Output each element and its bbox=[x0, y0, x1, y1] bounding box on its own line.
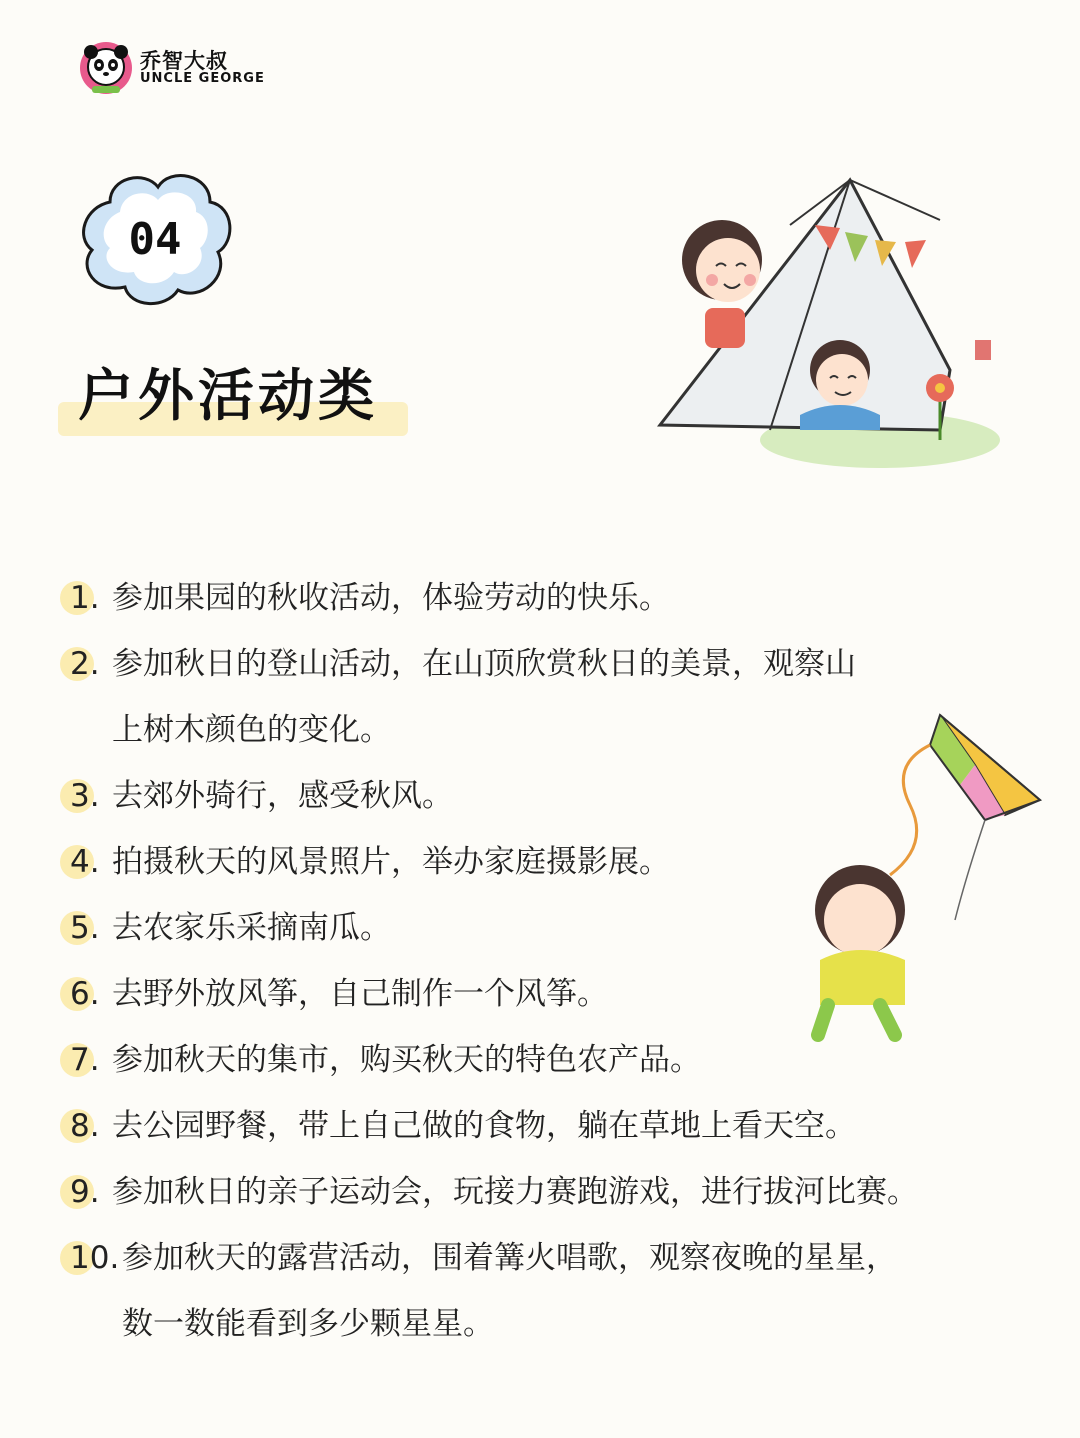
section-title: 户外活动类 bbox=[78, 364, 378, 429]
panda-icon bbox=[78, 40, 134, 96]
item-number: 6. bbox=[60, 961, 112, 1027]
item-number: 4. bbox=[60, 829, 112, 895]
item-number: 10. bbox=[60, 1225, 122, 1291]
item-text: 数一数能看到多少颗星星。 bbox=[122, 1306, 494, 1342]
item-text: 参加秋日的登山活动，在山顶欣赏秋日的美景，观察山 bbox=[112, 646, 856, 682]
item-number: 2. bbox=[60, 631, 112, 697]
activity-list bbox=[60, 565, 1060, 1357]
section-number: 04 bbox=[128, 213, 182, 265]
item-text: 参加果园的秋收活动，体验劳动的快乐。 bbox=[112, 580, 670, 616]
item-text: 去公园野餐，带上自己做的食物，躺在草地上看天空。 bbox=[112, 1108, 856, 1144]
item-number: 1. bbox=[60, 565, 112, 631]
item-text: 参加秋天的露营活动，围着篝火唱歌，观察夜晚的星星， bbox=[122, 1240, 897, 1276]
list-item bbox=[60, 1225, 1060, 1357]
item-number: 8. bbox=[60, 1093, 112, 1159]
item-text: 参加秋日的亲子运动会，玩接力赛跑游戏，进行拔河比赛。 bbox=[112, 1174, 918, 1210]
section-number-badge bbox=[70, 162, 240, 312]
list-item bbox=[60, 1027, 1060, 1093]
item-number: 7. bbox=[60, 1027, 112, 1093]
list-item bbox=[60, 1093, 1060, 1159]
brand-name-cn: 乔智大叔 bbox=[140, 49, 228, 74]
item-number: 5. bbox=[60, 895, 112, 961]
item-text: 去野外放风筝，自己制作一个风筝。 bbox=[112, 976, 608, 1012]
item-text: 上树木颜色的变化。 bbox=[112, 712, 391, 748]
section-heading bbox=[58, 352, 418, 442]
list-item bbox=[60, 763, 1060, 829]
item-number: 9. bbox=[60, 1159, 112, 1225]
list-item bbox=[60, 961, 1060, 1027]
item-text: 拍摄秋天的风景照片，举办家庭摄影展。 bbox=[112, 844, 670, 880]
list-item bbox=[60, 565, 1060, 631]
list-item bbox=[60, 1159, 1060, 1225]
brand-logo bbox=[78, 40, 265, 96]
item-text: 去农家乐采摘南瓜。 bbox=[112, 910, 391, 946]
brand-name-en: UNCLE GEORGE bbox=[140, 71, 265, 87]
tent-illustration bbox=[650, 170, 1000, 475]
list-item bbox=[60, 895, 1060, 961]
item-text: 参加秋天的集市，购买秋天的特色农产品。 bbox=[112, 1042, 701, 1078]
item-number: 3. bbox=[60, 763, 112, 829]
list-item bbox=[60, 829, 1060, 895]
list-item bbox=[60, 631, 1060, 763]
item-text: 去郊外骑行，感受秋风。 bbox=[112, 778, 453, 814]
